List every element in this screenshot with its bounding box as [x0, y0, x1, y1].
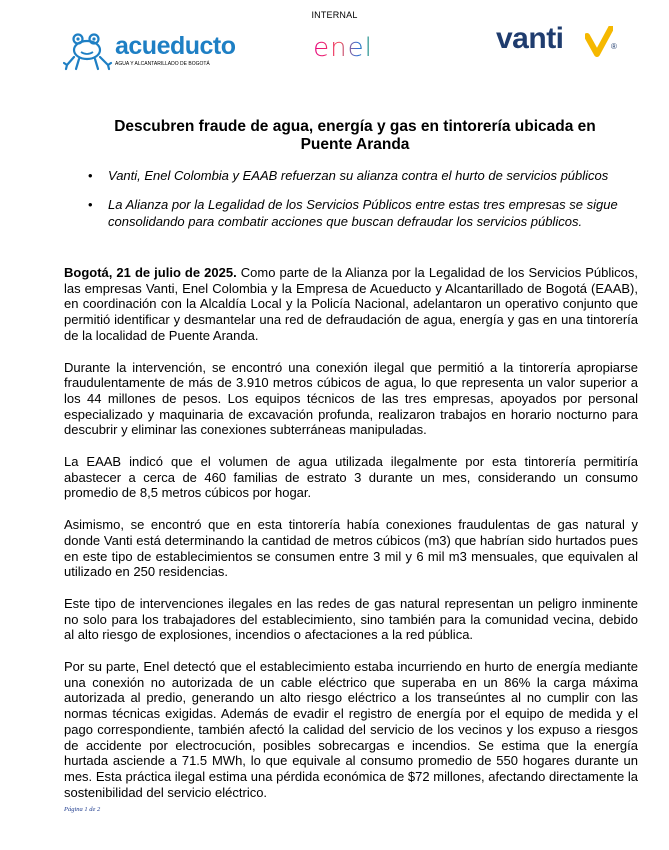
bullet-icon: •	[88, 168, 93, 183]
article-title: Descubren fraude de agua, energía y gas en tintorería ubicada en Puente Aranda	[114, 118, 596, 153]
enel-wordmark: enel	[313, 33, 373, 63]
classification-label: INTERNAL	[311, 10, 358, 20]
body-paragraph: Por su parte, Enel detectó que el establecimiento estaba incurriendo en hurto de energía mediante una conexión no autorizada de un cable eléctrico que superaba en un 86% la carga máxima autorizada al predio, generando un alto riesgo eléctrico a los transeúntes al no cumplir con las normas técnicas exigidas. Además de evadir el registro de energía por el equipo de medida y el pago correspondiente, también afectó la calidad del servicio de los vecinos y los expuso a riesgos de accidente por electrocución, posibles sobrecargas e incendios. Se estima que la energía hurtada asciende a 71.5 MWh, lo que equivale al consumo promedio de 550 hogares durante un mes. Esta práctica ilegal estima una pérdida económica de $72 millones, afectando directamente la sostenibilidad del servicio eléctrico.	[64, 659, 638, 800]
body-paragraph: Este tipo de intervenciones ilegales en las redes de gas natural representan un peligro inminente no solo para los trabajadores del establecimiento, sino también para la comunidad vecina, debido al alto riesgo de explosiones, incendios o afectaciones a la red pública.	[64, 595, 638, 643]
vanti-wordmark: vanti	[496, 22, 564, 55]
vanti-logo	[494, 22, 634, 62]
article-body	[64, 265, 638, 816]
summary-bullets	[88, 167, 633, 242]
summary-bullet: • Vanti, Enel Colombia y EAAB refuerzan su alianza contra el hurto de servicios públicos	[88, 168, 609, 183]
acueducto-subtitle: AGUA Y ALCANTARILLADO DE BOGOTÁ	[115, 61, 210, 67]
acueducto-logo	[63, 30, 238, 72]
body-paragraph: Bogotá, 21 de julio de 2025. Como parte de la Alianza por la Legalidad de los Servicios Públicos, las empresas Vanti, Enel Colombia y la Empresa de Acueducto y Alcantarillado de Bogotá (EAAB), en coordinación con la Alcaldía Local y la Policía Nacional, adelantaron un operativo conjunto que permitió identificar y desmantelar una red de defraudación de agua, energía y gas en una tintorería de la localidad de Puente Aranda.	[64, 265, 638, 343]
body-paragraph: Asimismo, se encontró que en esta tintorería había conexiones fraudulentas de gas natural y donde Vanti está determinando la cantidad de metros cúbicos (m3) que habrían sido hurtados pues en este tipo de establecimientos se consumen entre 3 mil y 6 mil m3 mensuales, que equivalen al utilizado en 250 residencias.	[64, 517, 638, 580]
body-paragraph: Durante la intervención, se encontró una conexión ilegal que permitió a la tintorería apropiarse fraudulentamente de más de 3.910 metros cúbicos de agua, lo que representa un valor superior a los 44 millones de pesos. Los equipos técnicos de las tres empresas, apoyados por personal especializado y maquinaria de excavación profunda, realizaron trabajos en horario nocturno para descubrir y eliminar las conexiones subterráneas manipuladas.	[64, 359, 638, 438]
vanti-check-icon	[585, 26, 613, 58]
frog-icon	[63, 30, 113, 72]
dateline: Bogotá, 21 de julio de 2025.	[64, 265, 237, 280]
vanti-registered-mark: ®	[611, 42, 617, 51]
body-paragraph: La EAAB indicó que el volumen de agua utilizada ilegalmente por esta tintorería permitiría abastecer a cerca de 460 familias de estrato 3 durante un mes, considerando un consumo promedio de 8,5 metros cúbicos por hogar.	[64, 454, 638, 501]
bullet-icon: •	[88, 197, 93, 212]
summary-bullet: • La Alianza por la Legalidad de los Servicios Públicos entre estas tres empresas se sigue consolidando para combatir acciones que buscan defraudar los servicios públicos.	[88, 197, 618, 229]
page-number: Página 1 de 2	[64, 806, 101, 813]
acueducto-wordmark: acueducto	[115, 32, 236, 60]
enel-logo	[303, 30, 383, 64]
